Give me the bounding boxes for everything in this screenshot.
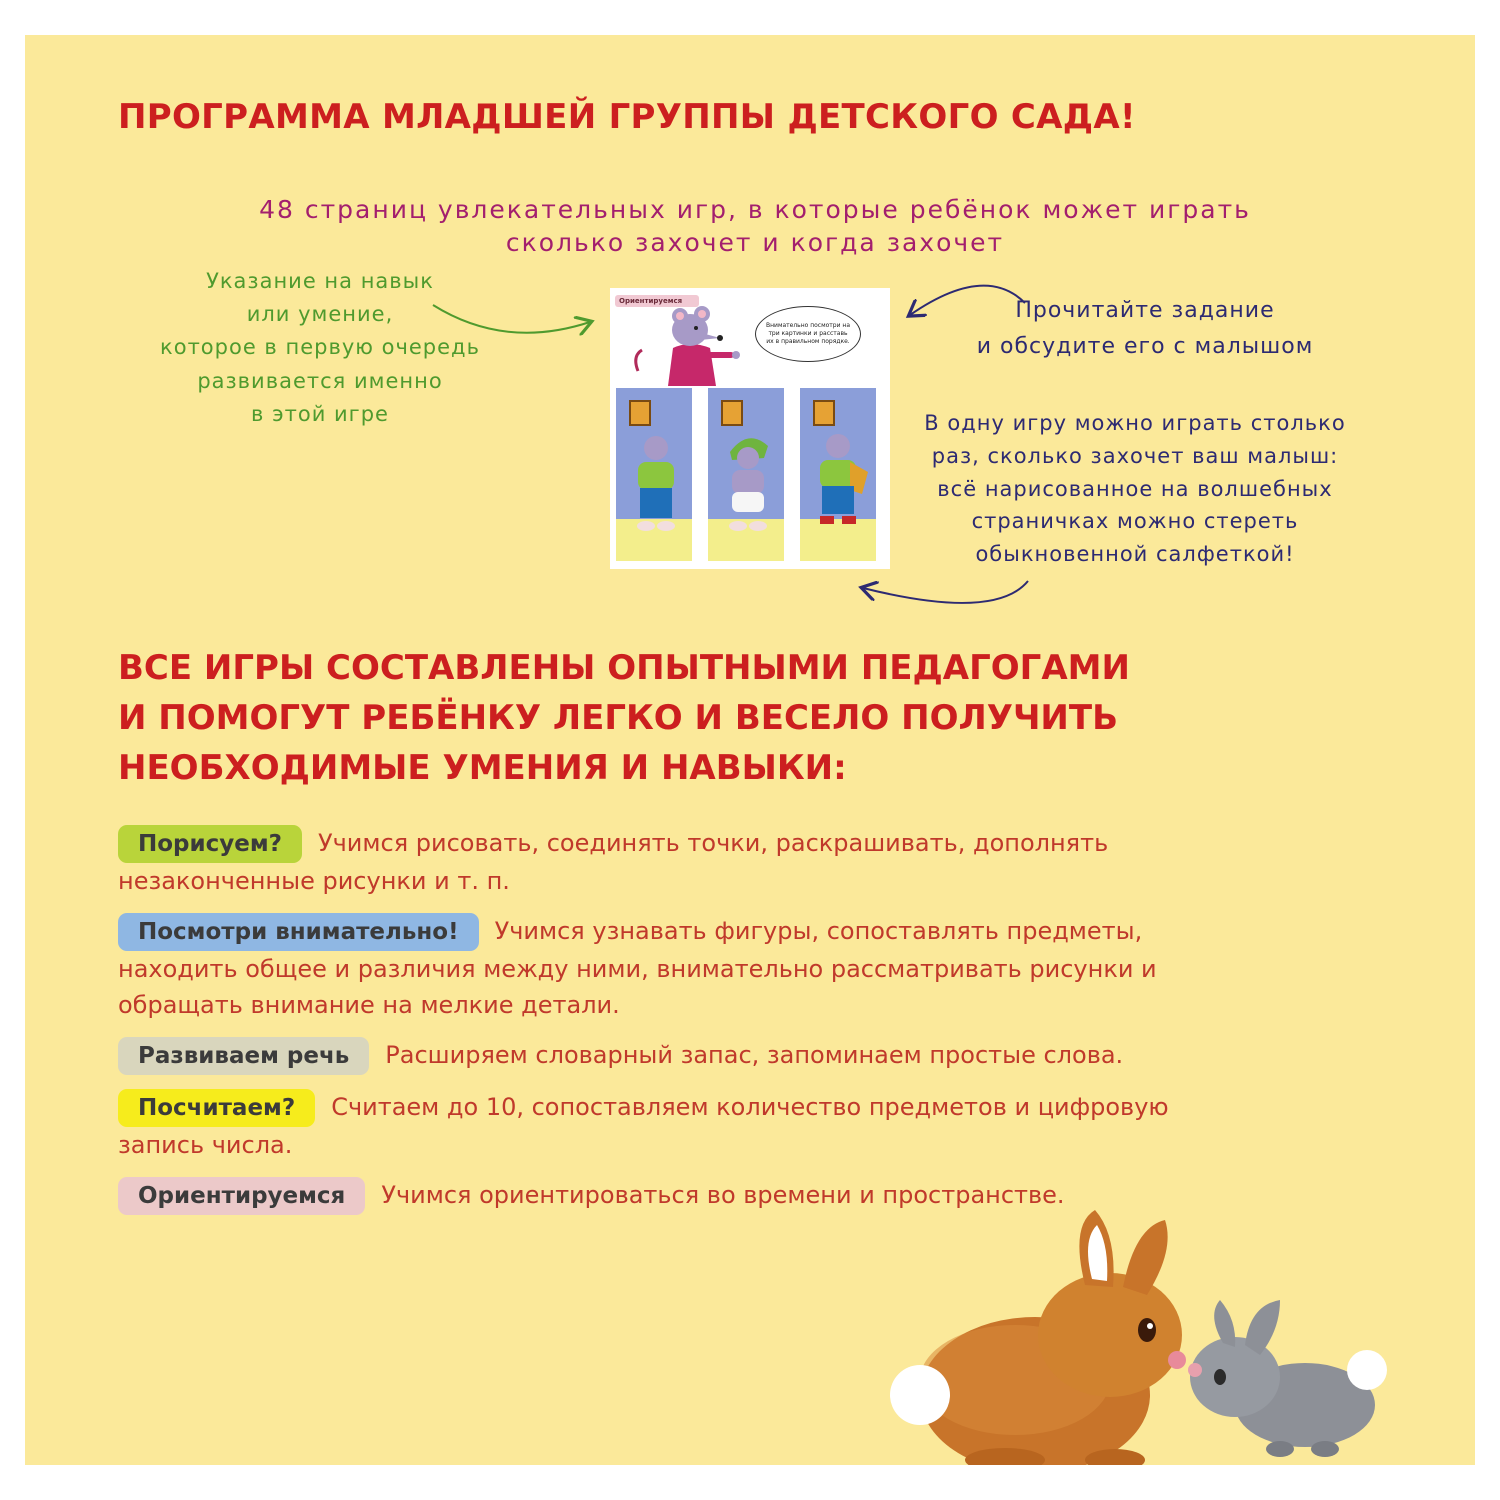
note-line: и обсудите его с малышом xyxy=(976,333,1314,359)
note-line: В одну игру можно играть столько xyxy=(924,411,1346,435)
note-line: Указание на навык xyxy=(206,269,434,293)
heading-line: НЕОБХОДИМЫЕ УМЕНИЯ И НАВЫКИ: xyxy=(118,748,847,788)
skill-tag-orientation: Ориентируемся xyxy=(118,1177,365,1215)
speech-bubble: Внимательно посмотри на три картинки и расставь их в правильном порядке. xyxy=(755,306,861,362)
skill-description: Считаем до 10, сопоставляем количество предметов и цифровую запись числа. xyxy=(118,1093,1169,1159)
skill-item xyxy=(118,913,1248,1023)
skill-tag-counting: Посчитаем? xyxy=(118,1089,315,1127)
heading-line: ВСЕ ИГРЫ СОСТАВЛЕНЫ ОПЫТНЫМИ ПЕДАГОГАМИ xyxy=(118,648,1130,688)
note-line: всё нарисованное на волшебных xyxy=(937,476,1333,501)
story-panel xyxy=(708,388,784,561)
sample-page-tab: Ориентируемся xyxy=(615,295,699,307)
note-line: обыкновенной салфеткой! xyxy=(975,542,1295,566)
note-line: развивается именно xyxy=(197,368,443,393)
note-line: или умение, xyxy=(246,302,394,327)
skill-description: Учимся рисовать, соединять точки, раскрашивать, дополнять незаконченные рисунки и т. п. xyxy=(118,829,1109,895)
skill-description: Учимся узнавать фигуры, сопоставлять предметы, находить общее и различия между ними, внимательно рассматривать рисунки и обращать внимание на мелкие детали. xyxy=(118,917,1157,1019)
skill-tag-speech: Развиваем речь xyxy=(118,1037,369,1075)
note-line: раз, сколько захочет ваш малыш: xyxy=(931,443,1339,468)
note-line: в этой игре xyxy=(251,401,389,426)
note-line: которое в первую очередь xyxy=(160,335,480,360)
mouse-teacher-illustration xyxy=(628,306,758,386)
intro-line: сколько захочет и когда захочет xyxy=(505,228,1005,257)
skills-list xyxy=(118,825,1248,1229)
note-skill-indicator xyxy=(145,265,495,431)
skill-item xyxy=(118,1089,1248,1163)
heading-line: И ПОМОГУТ РЕБЁНКУ ЛЕГКО И ВЕСЕЛО ПОЛУЧИТЬ xyxy=(118,698,1118,738)
note-erasable xyxy=(905,407,1365,571)
skill-item xyxy=(118,1037,1248,1075)
skill-description: Расширяем словарный запас, запоминаем простые слова. xyxy=(385,1041,1124,1069)
sample-page-illustration xyxy=(610,288,890,569)
story-panel xyxy=(800,388,876,561)
intro-text xyxy=(205,193,1305,259)
story-panel xyxy=(616,388,692,561)
skill-tag-drawing: Порисуем? xyxy=(118,825,302,863)
main-heading xyxy=(118,643,1130,793)
skill-tag-attention: Посмотри внимательно! xyxy=(118,913,479,951)
top-heading: ПРОГРАММА МЛАДШЕЙ ГРУППЫ ДЕТСКОГО САДА! xyxy=(118,97,1136,137)
bunnies-illustration xyxy=(885,1205,1405,1465)
intro-line: 48 страниц увлекательных игр, в которые ребёнок может играть xyxy=(259,195,1251,224)
page-card xyxy=(25,35,1475,1465)
skill-description: Учимся ориентироваться во времени и пространстве. xyxy=(381,1181,1065,1209)
note-line: страничках можно стереть xyxy=(971,509,1299,534)
note-read-task xyxy=(965,293,1325,364)
skill-item xyxy=(118,825,1248,899)
note-line: Прочитайте задание xyxy=(1015,298,1275,323)
